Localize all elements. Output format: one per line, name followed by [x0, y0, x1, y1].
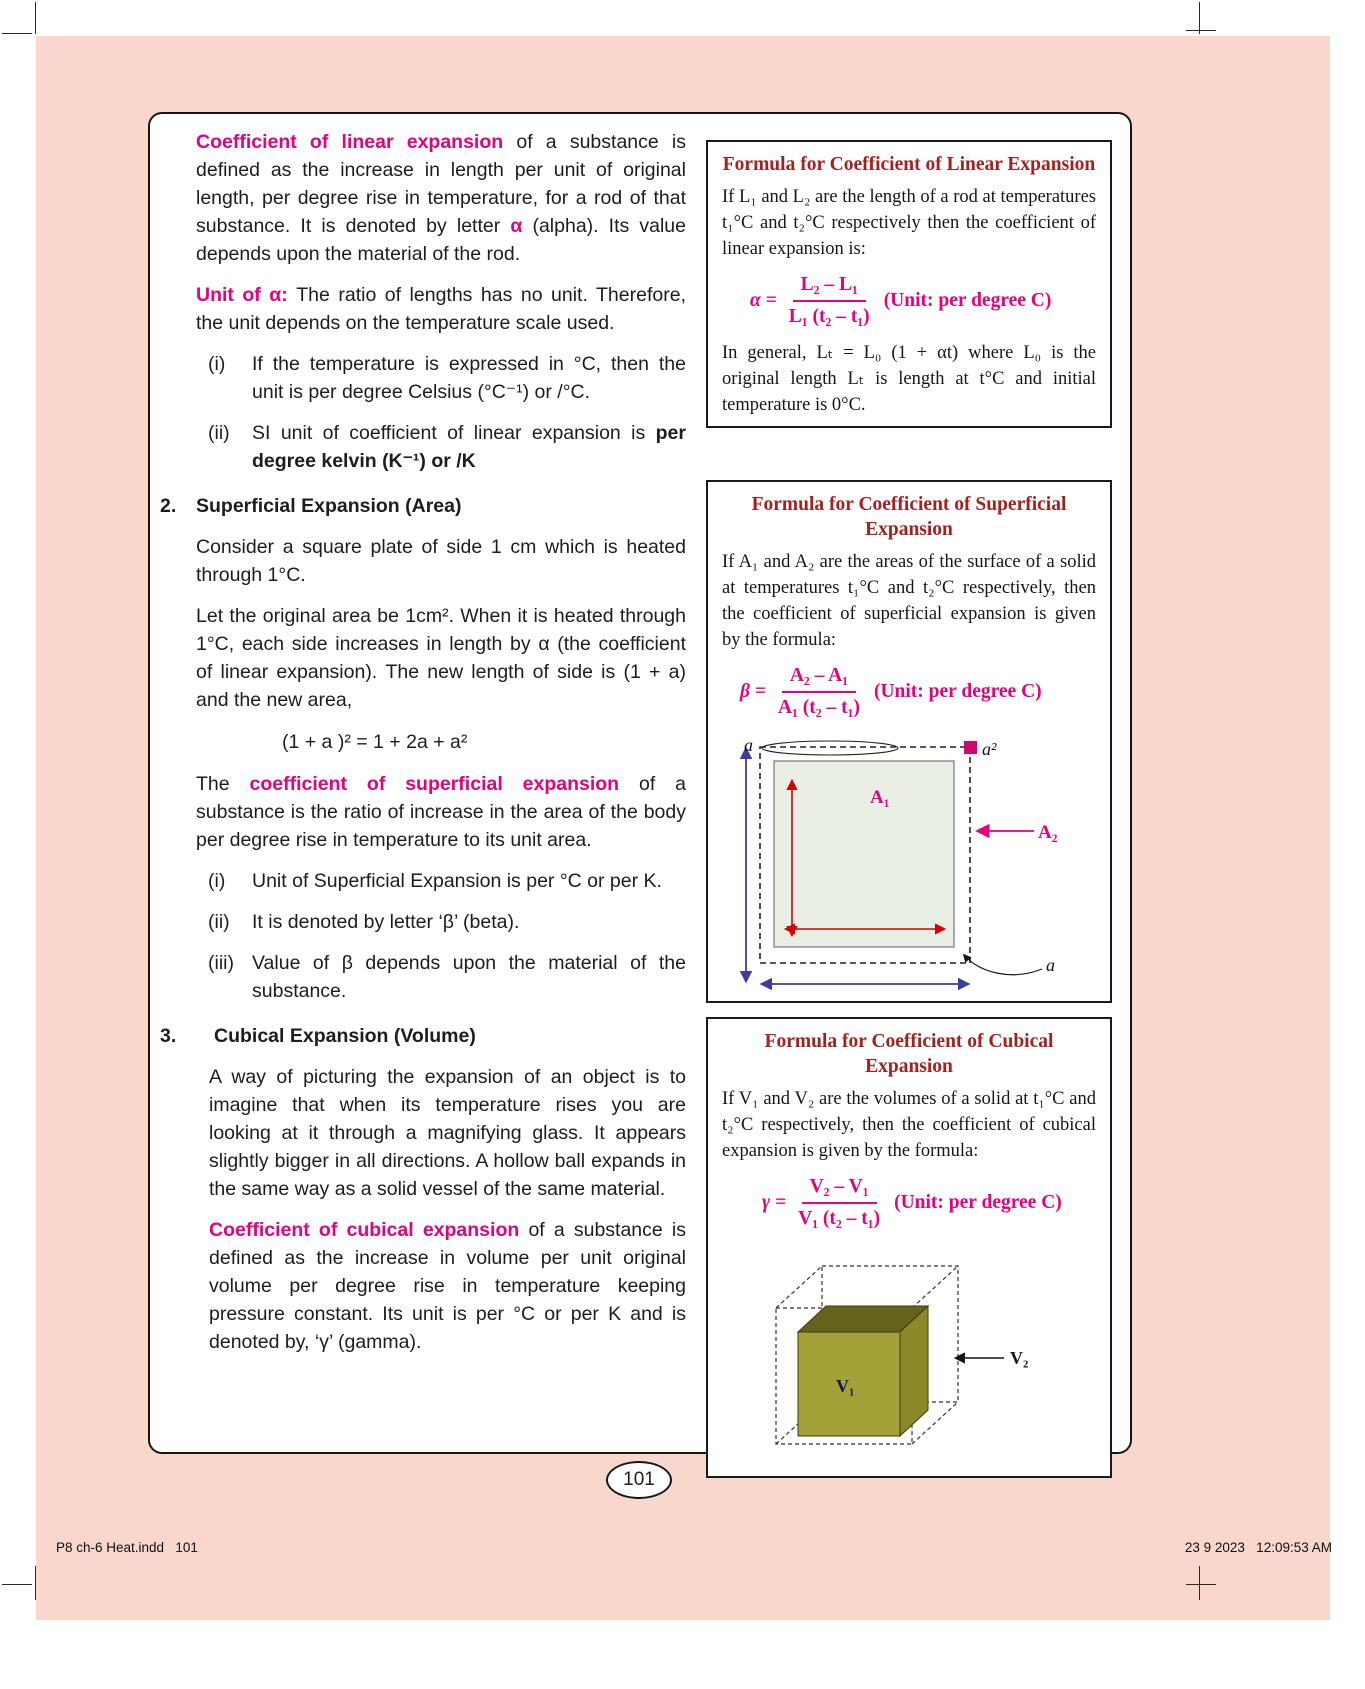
fraction-numerator: V₂ – V₁ [802, 1174, 877, 1204]
paragraph-cubical-definition [209, 1216, 686, 1356]
text-run: (alpha). Its value depends upon the material of the rod. [196, 215, 687, 265]
box-intro-text: If A₁ and A₂ are the areas of the surface of a solid at temperatures t₁°C and t₂°C respectively, then the coefficient of superficial expansion is given by the formula: [722, 552, 1096, 650]
list2-item-i [196, 867, 686, 895]
list-label: (i) [208, 353, 226, 375]
text-run: The ratio of lengths has no unit. Therefore, the unit depends on the temperature scale used. [196, 284, 686, 334]
box-title: Formula for Coefficient of Linear Expansion [722, 154, 1096, 175]
formula-fraction [798, 1174, 880, 1232]
section-title: Cubical Expansion (Volume) [214, 1025, 476, 1047]
text-run: Unit of Superficial Expansion is per °C or per K. [252, 870, 662, 892]
fraction-denominator: A₁ (t₂ – t₁) [777, 697, 860, 718]
text-run: If the temperature is expressed in °C, then the unit is per degree Celsius (°C⁻¹) or /°C. [252, 353, 686, 403]
formula-box-cubical-expansion [706, 1017, 1112, 1478]
linear-expansion-formula [750, 272, 1096, 330]
label-a-squared: a² [982, 739, 997, 759]
list-label: (ii) [208, 422, 230, 444]
left-column [160, 128, 687, 1369]
section-number: 3. [160, 1025, 177, 1047]
box-title: Formula for Coefficient of Superficial Expansion [751, 494, 1067, 540]
formula-box-linear-expansion [706, 140, 1112, 428]
unit-of-alpha-term: Unit of α: [196, 284, 288, 306]
box-intro-text: If V₁ and V₂ are the volumes of a solid at t₁°C and t₂°C respectively, then the coefficient of cubical expansion is given by the formula: [722, 1089, 1096, 1161]
formula-lhs: γ = [762, 1192, 787, 1213]
text-run: of a substance is the ratio of increase in the area of the body per degree rise in temperature to its unit area. [196, 773, 686, 851]
alpha-symbol: α [510, 215, 523, 237]
formula-fraction [789, 272, 870, 330]
list-label: (ii) [208, 911, 230, 933]
fraction-numerator: A₂ – A₁ [782, 663, 856, 693]
cubical-expansion-formula [762, 1174, 1096, 1232]
list-item-ii [196, 419, 686, 475]
text-run-bold: per degree kelvin (K⁻¹) or /K [252, 422, 686, 472]
solid-cube-V1 [798, 1306, 928, 1436]
text-run: of a substance is defined as the increase in length per unit of original length, per degree rise in temperature, for a rod of that substance. It is denoted by letter [196, 131, 686, 237]
crop-mark [35, 1566, 36, 1600]
section-number: 2. [160, 495, 177, 517]
cubical-expansion-term: Coefficient of cubical expansion [209, 1219, 520, 1241]
paragraph-magnifying-glass: A way of picturing the expansion of an object is to imagine that when its temperature rises you are looking at it through a magnifying glass. It appears slightly bigger in all directions. A hollow ball expands in the same way as a solid vessel of the same material. [209, 1066, 686, 1200]
list-label: (i) [208, 870, 226, 892]
list-item-i [196, 350, 686, 406]
page-number-badge [606, 1461, 672, 1499]
original-square-A1 [774, 761, 954, 947]
formula-unit: (Unit: per degree C) [883, 290, 1052, 311]
formula-fraction [778, 663, 860, 721]
superficial-expansion-term: coefficient of superficial expansion [249, 773, 620, 795]
paragraph-linear-expansion [196, 128, 686, 268]
formula-unit: (Unit: per degree C) [873, 681, 1042, 702]
text-run: of a substance is defined as the increase in volume per unit original volume per degree rise in temperature keeping pressure constant. Its unit is per °C or per K and is denoted by, ‘γ’ (gamma). [209, 1219, 686, 1353]
crop-mark [1186, 1584, 1216, 1585]
a-bottom-pointer-arrow [964, 955, 1042, 975]
crop-mark [1199, 1566, 1200, 1600]
footer-file-name: P8 ch-6 Heat.indd 101 [56, 1540, 198, 1555]
side-a-loop [762, 741, 898, 755]
crop-mark [2, 33, 32, 34]
corner-a-squared-square [964, 741, 977, 754]
section-title: Superficial Expansion (Area) [196, 495, 462, 517]
superficial-expansion-diagram [728, 731, 1068, 993]
paragraph-superficial-definition [196, 770, 686, 854]
box-intro-text: If L₁ and L₂ are the length of a rod at temperatures t₁°C and t₂°C respectively then the coefficient of linear expansion is: [722, 187, 1097, 259]
area-expansion-equation: (1 + a )² = 1 + 2a + a² [282, 731, 468, 753]
list-label: (iii) [208, 952, 234, 974]
superficial-expansion-formula [740, 663, 1096, 721]
text-run: The [196, 773, 250, 795]
heading-cubical-expansion [160, 1022, 686, 1050]
crop-mark [1186, 30, 1216, 31]
box-title: Formula for Coefficient of Cubical Expansion [764, 1031, 1054, 1077]
paragraph-original-area: Let the original area be 1cm². When it is heated through 1°C, each side increases in length by α (the coefficient of linear expansion). The new length of side is (1 + a) and the new area, [196, 605, 686, 711]
fraction-denominator: V₁ (t₂ – t₁) [798, 1208, 881, 1229]
list2-item-iii [196, 949, 686, 1005]
list2-item-ii [196, 908, 686, 936]
label-area-A1: A₁ [870, 787, 890, 808]
fraction-numerator: L₂ – L₁ [793, 272, 866, 302]
box-outro-text: In general, Lₜ = L₀ (1 + αt) where L₀ is the original length Lₜ is length at t°C and initial temperature is 0°C. [722, 343, 1096, 415]
paragraph-unit-of-alpha [196, 281, 686, 337]
label-side-a-top: a [744, 735, 753, 755]
fraction-denominator: L₁ (t₂ – t₁) [788, 306, 870, 327]
label-side-a-bottom: a [1046, 955, 1055, 975]
linear-expansion-term: Coefficient of linear expansion [196, 131, 504, 153]
crop-mark [35, 2, 36, 34]
label-volume-V2: V₂ [1010, 1348, 1029, 1368]
crop-mark [2, 1584, 32, 1585]
formula-lhs: α = [750, 290, 777, 311]
content-card [148, 112, 1132, 1454]
label-area-A2: A₂ [1038, 822, 1058, 843]
page-number: 101 [623, 1469, 655, 1490]
text-run: SI unit of coefficient of linear expansion is [252, 422, 656, 444]
label-volume-V1: V₁ [836, 1376, 855, 1396]
cubical-expansion-diagram [748, 1242, 1058, 1468]
formula-lhs: β = [740, 681, 766, 702]
text-run: Value of β depends upon the material of the substance. [252, 952, 686, 1002]
paragraph-square-plate: Consider a square plate of side 1 cm which is heated through 1°C. [196, 536, 686, 586]
formula-box-superficial-expansion [706, 480, 1112, 1003]
formula-unit: (Unit: per degree C) [894, 1192, 1062, 1213]
text-run: It is denoted by letter ‘β’ (beta). [252, 911, 520, 933]
footer-timestamp: 23 9 2023 12:09:53 AM [1184, 1540, 1332, 1555]
heading-superficial-expansion [160, 492, 686, 520]
